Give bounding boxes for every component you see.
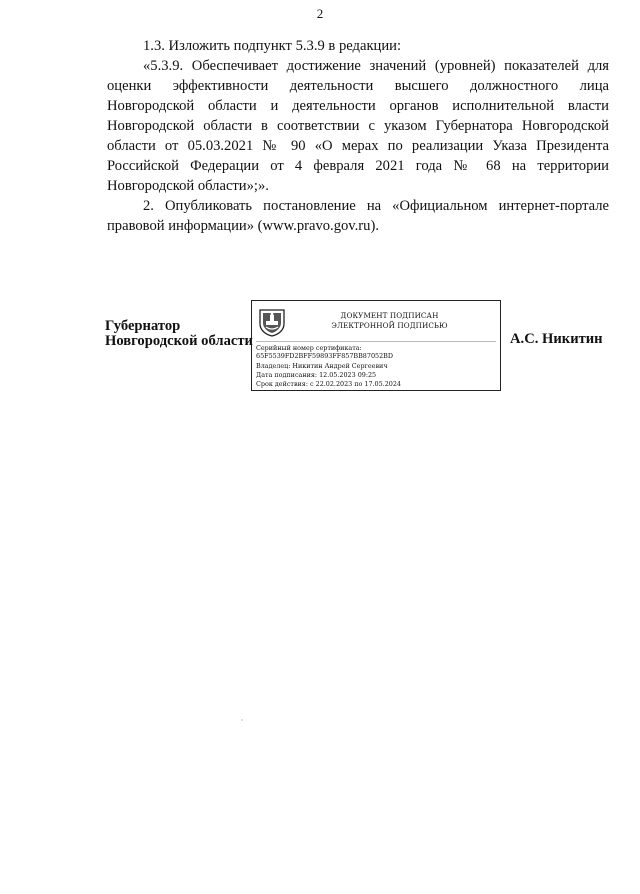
stamp-header-line-2: ЭЛЕКТРОННОЙ ПОДПИСЬЮ xyxy=(331,321,448,330)
stamp-serial-label: Серийный номер сертификата: xyxy=(256,344,362,352)
scan-artifact xyxy=(241,719,243,721)
stamp-owner: Владелец: Никитин Андрей Сергеевич xyxy=(256,362,388,370)
stamp-signed-date: Дата подписания: 12.05.2023 09:25 xyxy=(256,371,377,379)
paragraph-1-3: 1.3. Изложить подпункт 5.3.9 в редакции: xyxy=(143,38,402,54)
signatory-title xyxy=(105,319,253,349)
page-number: 2 xyxy=(316,6,324,21)
stamp-serial-value: 65F5539FD2BFF59893FF857BB87052BD xyxy=(256,352,393,360)
electronic-signature-stamp xyxy=(251,300,501,391)
paragraph-2-publish: 2. Опубликовать постановление на «Официальном интернет-портале правовой информации» (www.pravo.gov.ru). xyxy=(107,198,609,234)
stamp-divider xyxy=(256,341,496,342)
signatory-title-line-2: Новгородской области xyxy=(105,333,253,349)
document-body xyxy=(107,36,609,236)
paragraph-5-3-9: «5.3.9. Обеспечивает достижение значений (уровней) показателей для оценки эффективности деятельности высшего должностного лица Новгородской области и деятельности органов исполнительной власти Новгородской области в соответствии с указом Губернатора Новгородской области от 05.03.2021 № 90 «О мерах по реализации Указа Президента Российской Федерации от 4 февраля 2021 года № 68 на территории Новгородской области»;». xyxy=(107,58,609,194)
signatory-title-line-1: Губернатор xyxy=(105,318,181,334)
stamp-validity: Срок действия: с 22.02.2023 по 17.05.2024 xyxy=(256,380,401,388)
stamp-header-line-1: ДОКУМЕНТ ПОДПИСАН xyxy=(340,311,439,320)
stamp-header xyxy=(282,311,497,331)
signatory-name: А.С. Никитин xyxy=(510,331,603,347)
